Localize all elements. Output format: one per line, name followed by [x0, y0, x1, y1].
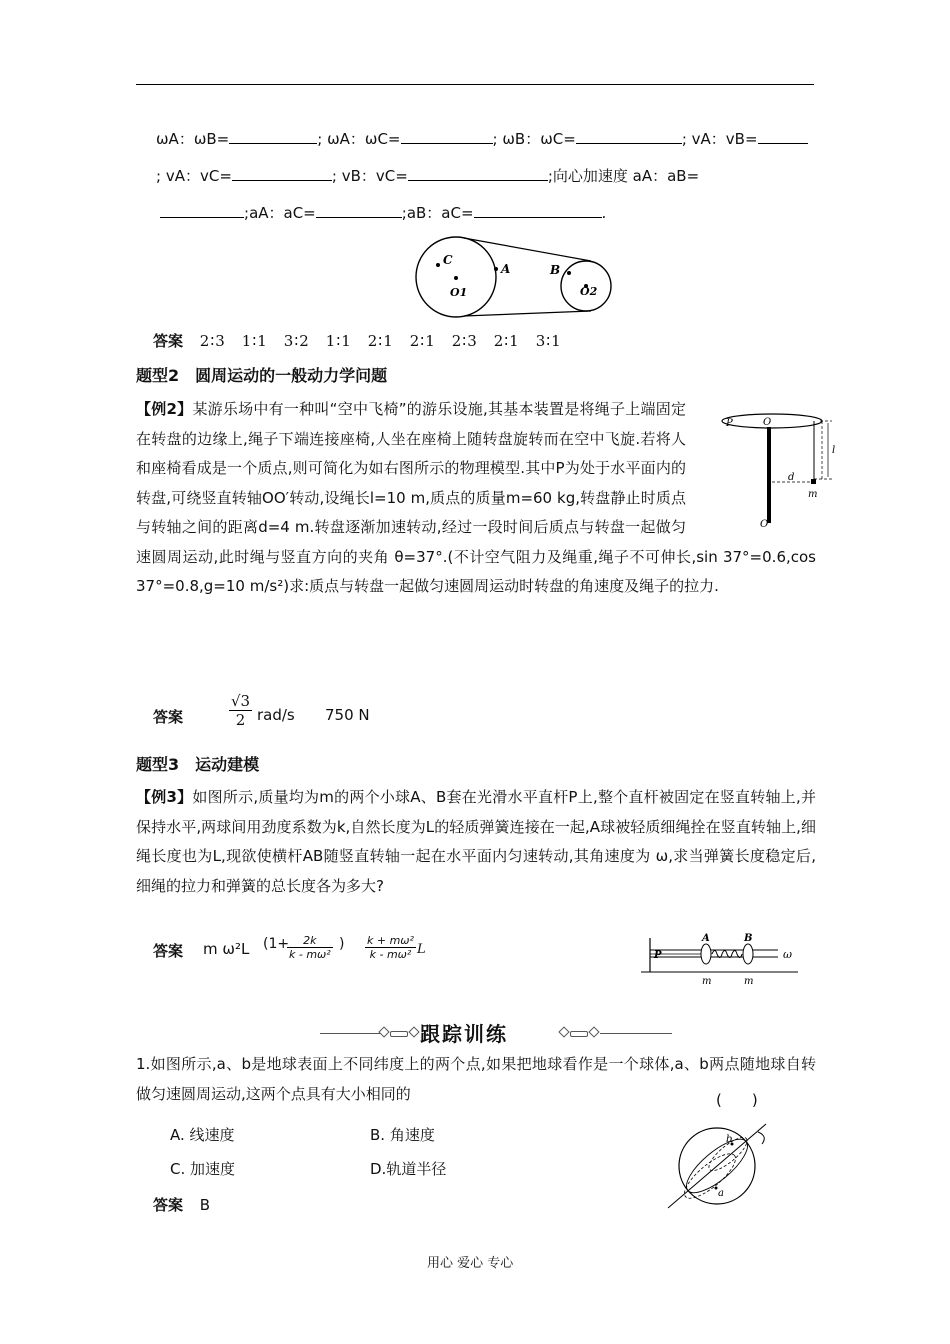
- example2-text: 某游乐场中有一种叫“空中飞椅”的游乐设施,其基本装置是将绳子上端固定在转盘的边缘上,绳子下端连接座椅,人坐在座椅上随转盘旋转而在空中飞旋.若将人和座椅看成是一个质点,则可简化为如右图所示的物理模型.其中P为处于水平面内的转盘,可绕竖直转轴OO′转动,设绳长l=10 m,质点的质量m=60 kg,转盘静止时质点与转轴之间的距离d=4 m.转盘逐渐加速转动,经过一段时间后质点与转盘一起做匀速圆周运动,此时绳与竖直方向的夹角 θ=37°.(不计空气阻力及绳重,绳子不可伸长,sin 37°=0.6,cos 37°=0.8,g=10 m/s²)求:质点与转盘一起做匀速圆周运动时转盘的角速度及绳子的拉力.: [136, 400, 816, 595]
- swing-figure: [720, 405, 840, 530]
- aA-aC-label: aA：aC=: [249, 204, 316, 222]
- answer-3-label: 答案: [153, 942, 184, 960]
- label-omega-rod: ω: [783, 948, 792, 961]
- answer-3: 答案 m ω²L (1+ $\frac{2k}{\text{k - mω²}}$ ) $\frac{\text{k + mω²}}{\text{k - mω²}}$ L: [153, 934, 426, 961]
- q1-paragraph: [136, 1050, 816, 1109]
- label-m2-rod: m: [744, 976, 754, 984]
- training-title-block: [320, 1018, 680, 1048]
- type2-heading: 题型2 圆周运动的一般动力学问题: [136, 366, 388, 385]
- label-B-rod: B: [744, 933, 753, 944]
- q1-option-d: D.轨道半径: [370, 1160, 447, 1178]
- answer-1-label: 答案: [153, 332, 184, 350]
- label-C: C: [443, 253, 453, 267]
- wB-wC-label: ωB：ωC=: [502, 130, 576, 148]
- spring-figure: [638, 930, 803, 984]
- frac1-den: k - mω²: [289, 948, 331, 961]
- answer-3-L: L: [417, 942, 426, 957]
- label-b-globe: b: [726, 1134, 733, 1145]
- frac2-den: k - mω²: [369, 948, 412, 961]
- answer-2-num: √3: [231, 692, 251, 710]
- page-footer: 用心 爱心 专心: [427, 1256, 514, 1271]
- label-m-swing: m: [808, 489, 818, 500]
- vB-vC-label: vB：vC=: [341, 167, 408, 185]
- type2-paragraph: [136, 395, 816, 602]
- label-A: A: [501, 262, 511, 276]
- label-P-rod: P: [654, 950, 662, 961]
- answer-1: [153, 330, 562, 351]
- training-title: 跟踪训练: [420, 1022, 508, 1046]
- blanks-line-1: ωA：ωB= ; ωA：ωC= ; ωB：ωC= ; vA：vB=: [156, 128, 808, 149]
- q1-bracket: ( ): [716, 1091, 758, 1109]
- answer-q1-value: B: [199, 1196, 211, 1214]
- answer-q1: [153, 1194, 210, 1215]
- type3-heading: 题型3 运动建模: [136, 755, 260, 774]
- answer-2-den: 2: [235, 711, 246, 729]
- wA-wC-label: ωA：ωC=: [327, 130, 401, 148]
- example3-tag: 【例3】: [136, 788, 193, 806]
- vA-vC-label: vA：vC=: [165, 167, 232, 185]
- answer-2-unit: rad/s: [257, 706, 295, 724]
- label-a-globe: a: [718, 1188, 724, 1199]
- accel-label: 向心加速度 aA：aB=: [552, 167, 700, 185]
- label-d: d: [788, 472, 795, 483]
- frac1-num: 2k: [287, 934, 333, 948]
- type3-paragraph: [136, 783, 816, 901]
- example3-text: 如图所示,质量均为m的两个小球A、B套在光滑水平直杆P上,整个直杆被固定在竖直转轴上,并保持水平,两球间用劲度系数为k,自然长度为L的轻质弹簧连接在一起,A球被轻质细绳拴在竖直转轴上,细绳长度也为L,现欲使横杆AB随竖直转轴一起在水平面内匀速转动,其角速度为 ω,求当弹簧长度稳定后,细绳的拉力和弹簧的总长度各为多大?: [136, 788, 817, 895]
- vA-vB-label: vA：vB=: [691, 130, 758, 148]
- label-A-rod: A: [702, 933, 710, 944]
- blanks-line-3: ;aA：aC= ;aB：aC= .: [160, 202, 606, 223]
- answer-3-frac2: [365, 934, 416, 961]
- label-B: B: [550, 263, 561, 277]
- label-O2: O2: [580, 285, 598, 298]
- header-rule: [136, 84, 814, 85]
- pulley-figure: [410, 232, 625, 322]
- example2-tag: 【例2】: [136, 400, 193, 418]
- label-m1-rod: m: [702, 976, 712, 984]
- label-P-swing: P: [726, 418, 733, 429]
- label-O1: O1: [450, 286, 468, 299]
- answer-3-frac1: [287, 934, 333, 961]
- answer-2-force: 750 N: [325, 706, 370, 724]
- label-l: l: [832, 445, 836, 456]
- answer-2-label: 答案: [153, 708, 184, 726]
- label-O-prime: O′: [760, 519, 771, 530]
- wA-wB-label: ωA：ωB=: [156, 130, 230, 148]
- blanks-line-2: ; vA：vC= ; vB：vC= ;向心加速度 aA：aB=: [156, 167, 700, 185]
- answer-3-prefix: m ω²L: [203, 940, 250, 958]
- globe-figure: [660, 1118, 780, 1213]
- frac2-num: k + mω²: [367, 934, 414, 947]
- answer-1-values: 2∶3 1∶1 3∶2 1∶1 2∶1 2∶1 2∶3 2∶1 3∶1: [199, 332, 562, 350]
- q1-option-b: B. 角速度: [370, 1126, 435, 1144]
- q1-option-a: A. 线速度: [170, 1126, 235, 1144]
- label-O-swing: O: [763, 417, 772, 428]
- answer-2-fraction: [229, 692, 252, 729]
- q1-option-c: C. 加速度: [170, 1160, 236, 1178]
- answer-q1-label: 答案: [153, 1196, 184, 1214]
- q1-text: 1.如图所示,a、b是地球表面上不同纬度上的两个点,如果把地球看作是一个球体,a、b两点随地球自转做匀速圆周运动,这两个点具有大小相同的: [136, 1055, 816, 1103]
- aB-aC-label: aB：aC=: [406, 204, 474, 222]
